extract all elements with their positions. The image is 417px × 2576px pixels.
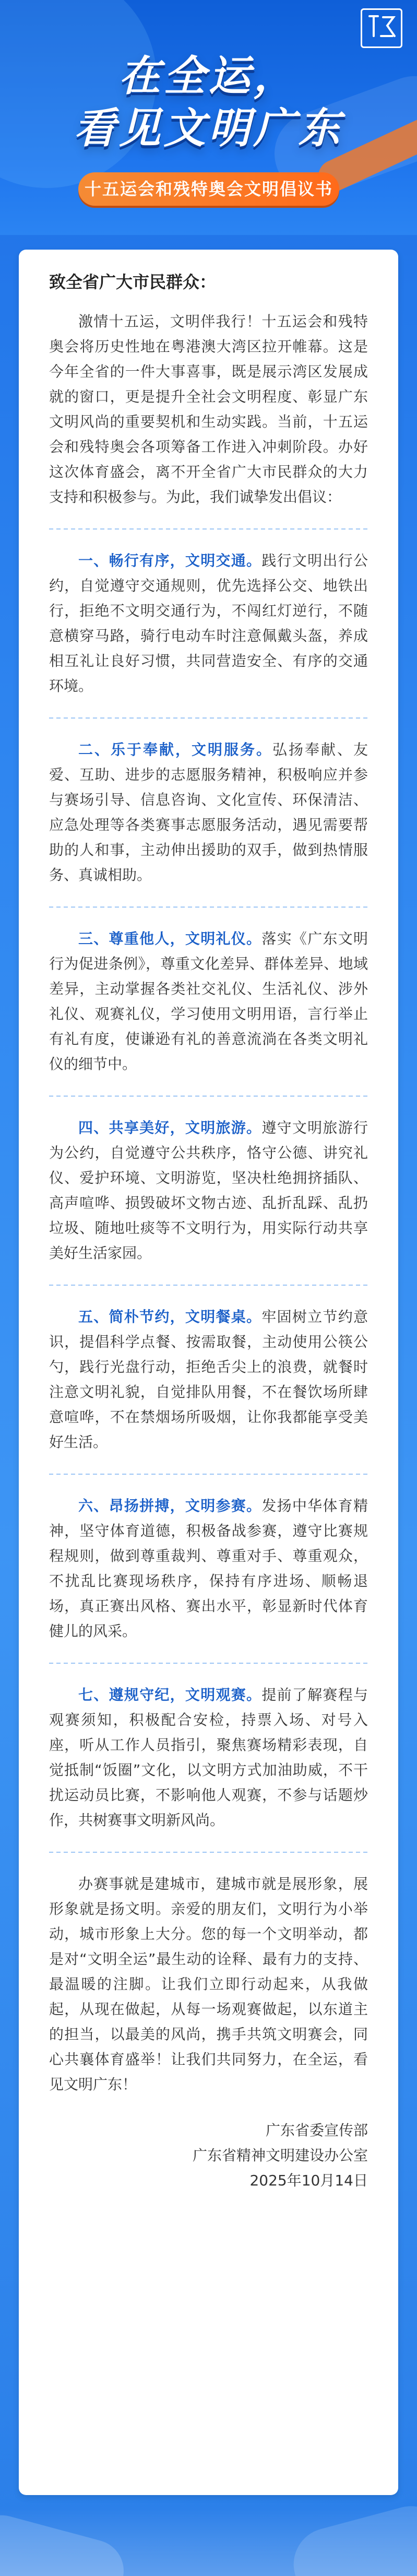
section-body: 落实《广东文明行为促进条例》，尊重文化差异、群体差异、地域差异，主动掌握各类社交礼仪、生活礼仪、涉外礼仪、观赛礼仪，学习使用文明用语，言行举止有礼有度，使谦逊有礼的善意流淌在各类文明礼仪的细节中。 — [49, 930, 368, 1073]
section-divider — [49, 717, 368, 719]
logo-glyph-icon — [362, 10, 401, 43]
section-body: 弘扬奉献、友爱、互助、进步的志愿服务精神，积极响应并参与赛场引导、信息咨询、文化宣传、环保清洁、应急处理等各类赛事志愿服务活动，遇见需要帮助的人和事，主动伸出援助的双手，做到热情服务、真诚相助。 — [49, 741, 368, 884]
section-lead: 二、乐于奉献，文明服务。 — [78, 741, 272, 758]
salutation: 致全省广大市民群众： — [49, 272, 217, 292]
letter-body — [49, 270, 368, 2193]
section-divider — [49, 528, 368, 530]
section-body: 发扬中华体育精神，坚守体育道德，积极备战参赛，遵守比赛规程规则，做到尊重裁判、尊重对手、尊重观众，不扰乱比赛现场秩序，保持有序进场、顺畅退场，真正赛出风格、赛出水平，彰显新时代体育健儿的风采。 — [49, 1497, 368, 1640]
section-lead: 四、共享美好，文明旅游。 — [78, 1119, 262, 1136]
section-paragraph — [49, 1683, 368, 1833]
signature-org-2: 广东省精神文明建设办公室 — [192, 2147, 368, 2164]
headline-line-2: 看见文明广东 — [74, 104, 343, 152]
section-divider — [49, 1852, 368, 1853]
section-lead: 三、尊重他人，文明礼仪。 — [78, 930, 262, 947]
section-paragraph — [49, 1493, 368, 1644]
section-lead: 一、畅行有序，文明交通。 — [78, 552, 262, 569]
headline-line-1: 在全运， — [118, 52, 299, 100]
section-lead: 七、遵规守纪，文明观赛。 — [78, 1686, 262, 1703]
section-body: 遵守文明旅游行为公约，自觉遵守公共秩序，恪守公德、讲究礼仪、爱护环境、文明游览，坚决杜绝拥挤插队、高声喧哗、损毁破坏文物古迹、乱折乱踩、乱扔垃圾、随地吐痰等不文明行为，用实际行动共享美好生活家园。 — [49, 1119, 368, 1262]
section-body: 提前了解赛程与观赛须知，积极配合安检，持票入场、对号入座，听从工作人员指引，聚焦赛场精彩表现，自觉抵制“饭圈”文化，以文明方式加油助威，不干扰运动员比赛，不影响他人观赛，不参与话题炒作，共树赛事文明新风尚。 — [49, 1686, 368, 1829]
section-divider — [49, 1474, 368, 1475]
subtitle: 十五运会和残特奥会文明倡议书 — [84, 179, 333, 199]
section-divider — [49, 907, 368, 908]
header-banner — [0, 0, 417, 235]
intro-paragraph: 激情十五运，文明伴我行！十五运会和残特奥会将历史性地在粤港澳大湾区拉开帷幕。这是今年全省的一件大事喜事，既是展示湾区发展成就的窗口，更是提升全社会文明程度、彰显广东文明风尚的重要契机和生动实践。当前，十五运会和残特奥会各项筹备工作进入冲刺阶段。办好这次体育盛会，离不开全省广大市民群众的大力支持和积极参与。为此，我们诚挚发出倡议： — [49, 313, 368, 505]
signature-date: 2025年10月14日 — [249, 2172, 368, 2189]
section-body: 践行文明出行公约，自觉遵守交通规则，优先选择公交、地铁出行，拒绝不文明交通行为，不闯红灯逆行，不随意横穿马路，骑行电动车时注意佩戴头盔，养成相互礼让良好习惯，共同营造安全、有序的交通环境。 — [49, 552, 368, 695]
section-lead: 五、简朴节约，文明餐桌。 — [78, 1308, 262, 1325]
section-divider — [49, 1663, 368, 1664]
section-divider — [49, 1096, 368, 1097]
section-lead: 六、昂扬拼搏，文明参赛。 — [78, 1497, 262, 1514]
signature-block — [49, 2118, 368, 2193]
closing-paragraph: 办赛事就是建城市，建城市就是展形象，展形象就是扬文明。亲爱的朋友们，文明行为小举动，城市形象上大分。您的每一个文明举动，都是对“文明全运”最生动的诠释、最有力的支持、最温暖的注脚。让我们立即行动起来，从我做起，从现在做起，从每一场观赛做起，以东道主的担当，以最美的风尚，携手共筑文明赛会，同心共襄体育盛举！让我们共同努力，在全运，看见文明广东！ — [49, 1875, 368, 2093]
section-paragraph — [49, 1115, 368, 1266]
section-paragraph — [49, 1304, 368, 1455]
section-paragraph — [49, 548, 368, 699]
section-body: 牢固树立节约意识，提倡科学点餐、按需取餐，主动使用公筷公勺，践行光盘行动，拒绝舌尖上的浪费，就餐时注意文明礼貌，自觉排队用餐，不在餐饮场所肆意喧哗，不在禁烟场所吸烟，让你我都能享受美好生活。 — [49, 1308, 368, 1451]
games-logo-icon — [361, 8, 402, 48]
letter-card — [19, 250, 398, 2495]
signature-org-1: 广东省委宣传部 — [265, 2122, 368, 2139]
section-divider — [49, 1285, 368, 1286]
section-paragraph — [49, 737, 368, 888]
section-paragraph — [49, 926, 368, 1077]
